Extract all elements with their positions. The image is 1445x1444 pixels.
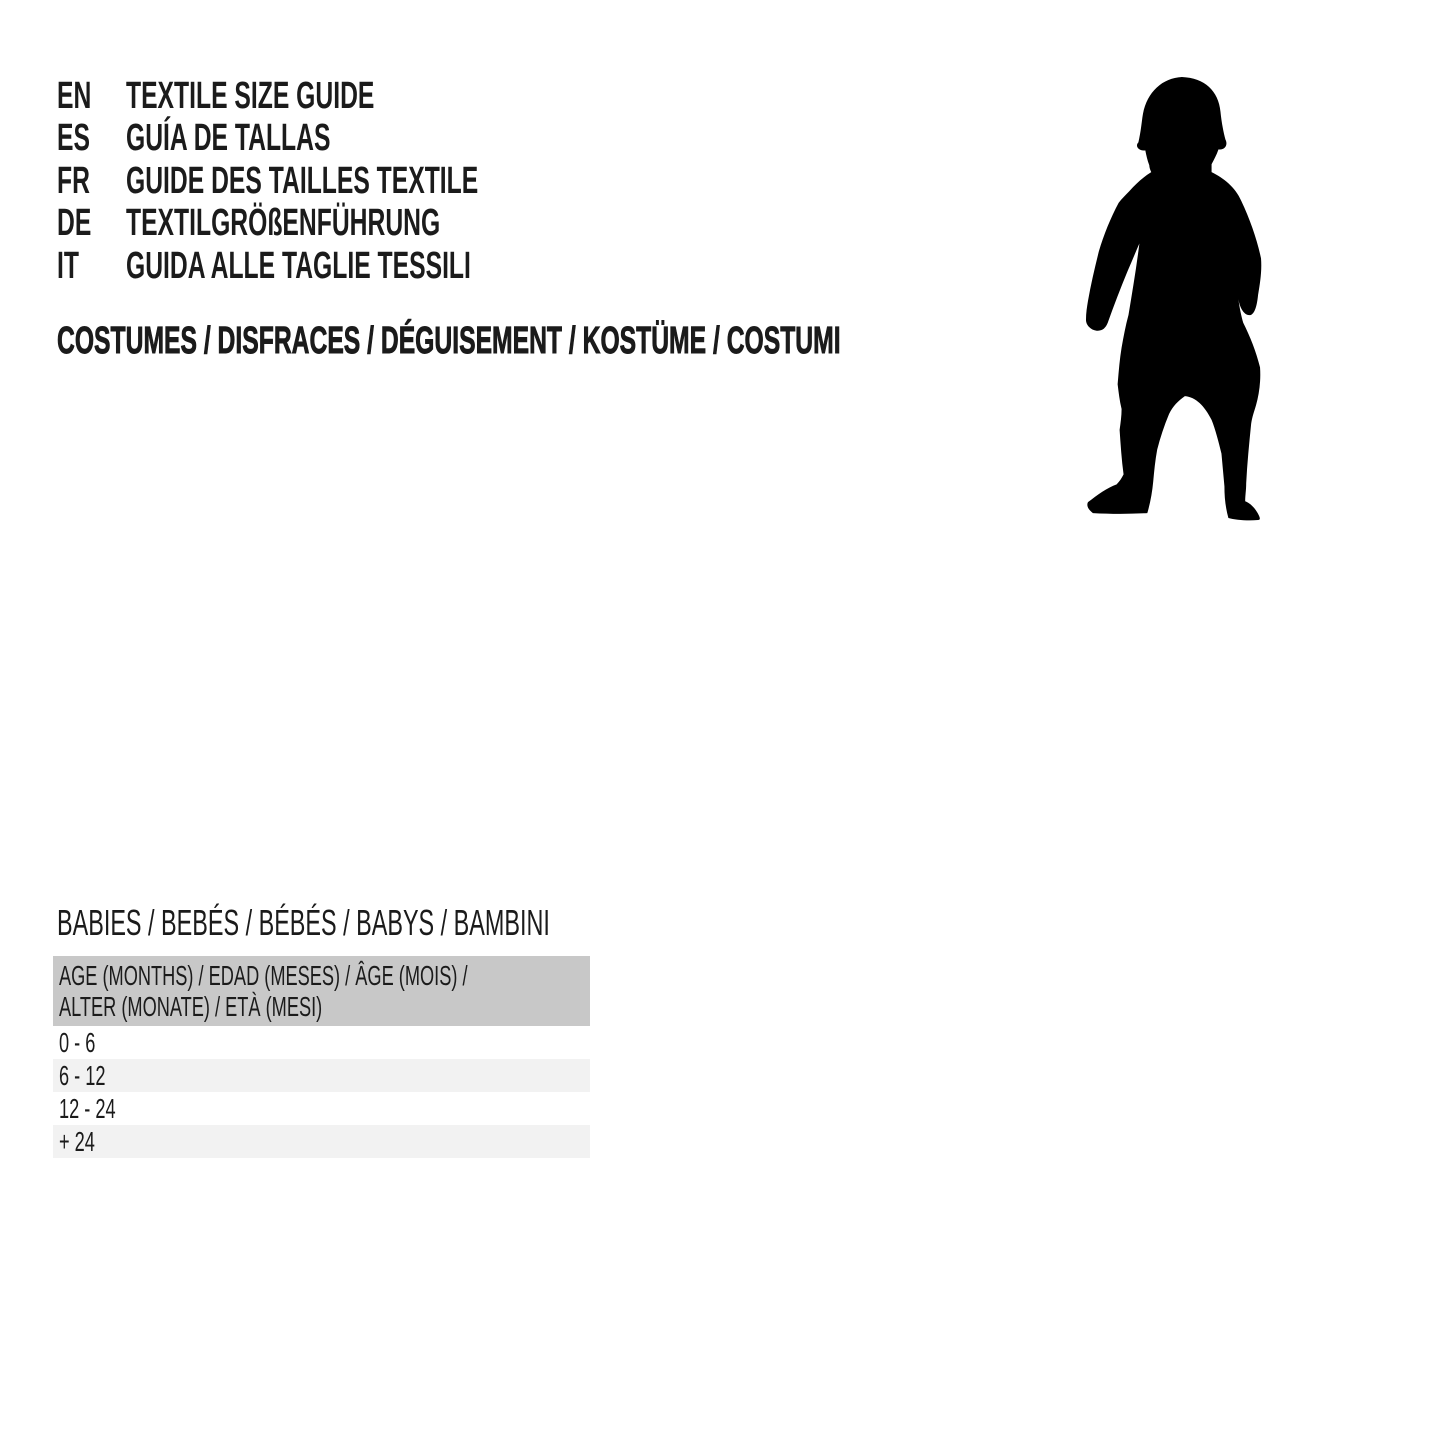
age-table-header-line-1: AGE (MONTHS) / EDAD (MESES) / ÂGE (MOIS) / — [59, 960, 468, 991]
age-table-header-line-2: ALTER (MONATE) / ETÀ (MESI) — [59, 991, 323, 1022]
language-label: TEXTILE SIZE GUIDE — [126, 74, 375, 117]
language-code-text: FR — [57, 159, 90, 202]
language-label: TEXTILGRÖßENFÜHRUNG — [126, 202, 441, 245]
age-table-header — [53, 956, 590, 1026]
language-code-text: ES — [57, 117, 90, 160]
language-row-it — [57, 245, 668, 288]
language-code-text: DE — [57, 202, 92, 245]
language-code-text: IT — [57, 244, 79, 287]
table-row — [53, 1026, 590, 1059]
language-label: GUIDE DES TAILLES TEXTILE — [126, 159, 479, 202]
age-size-table — [53, 956, 590, 1158]
age-range-value: + 24 — [59, 1125, 95, 1157]
language-row-fr — [57, 160, 668, 203]
language-row-de — [57, 203, 668, 246]
language-title-list — [57, 75, 668, 288]
category-title — [57, 320, 1263, 362]
language-code — [57, 245, 126, 288]
language-label: GUIDA ALLE TAGLIE TESSILI — [126, 244, 471, 287]
language-code — [57, 202, 126, 245]
baby-silhouette-icon — [1085, 77, 1263, 523]
language-label: GUÍA DE TALLAS — [126, 117, 331, 160]
language-code-text: EN — [57, 74, 92, 117]
age-range-value: 0 - 6 — [59, 1026, 96, 1058]
language-row-es — [57, 118, 668, 161]
baby-silhouette-shape — [1086, 77, 1261, 520]
language-row-en — [57, 75, 668, 118]
table-row — [53, 1092, 590, 1125]
size-section-title-text: BABIES / BEBÉS / BÉBÉS / BABYS / BAMBINI — [57, 902, 550, 943]
age-range-value: 12 - 24 — [59, 1092, 116, 1124]
table-row — [53, 1125, 590, 1158]
category-title-text: COSTUMES / DISFRACES / DÉGUISEMENT / KOSTÜME / COSTUMI — [57, 319, 841, 362]
language-code — [57, 117, 126, 160]
language-code — [57, 160, 126, 203]
size-section-title — [57, 904, 815, 942]
language-code — [57, 75, 126, 118]
table-row — [53, 1059, 590, 1092]
age-range-value: 6 - 12 — [59, 1059, 106, 1091]
